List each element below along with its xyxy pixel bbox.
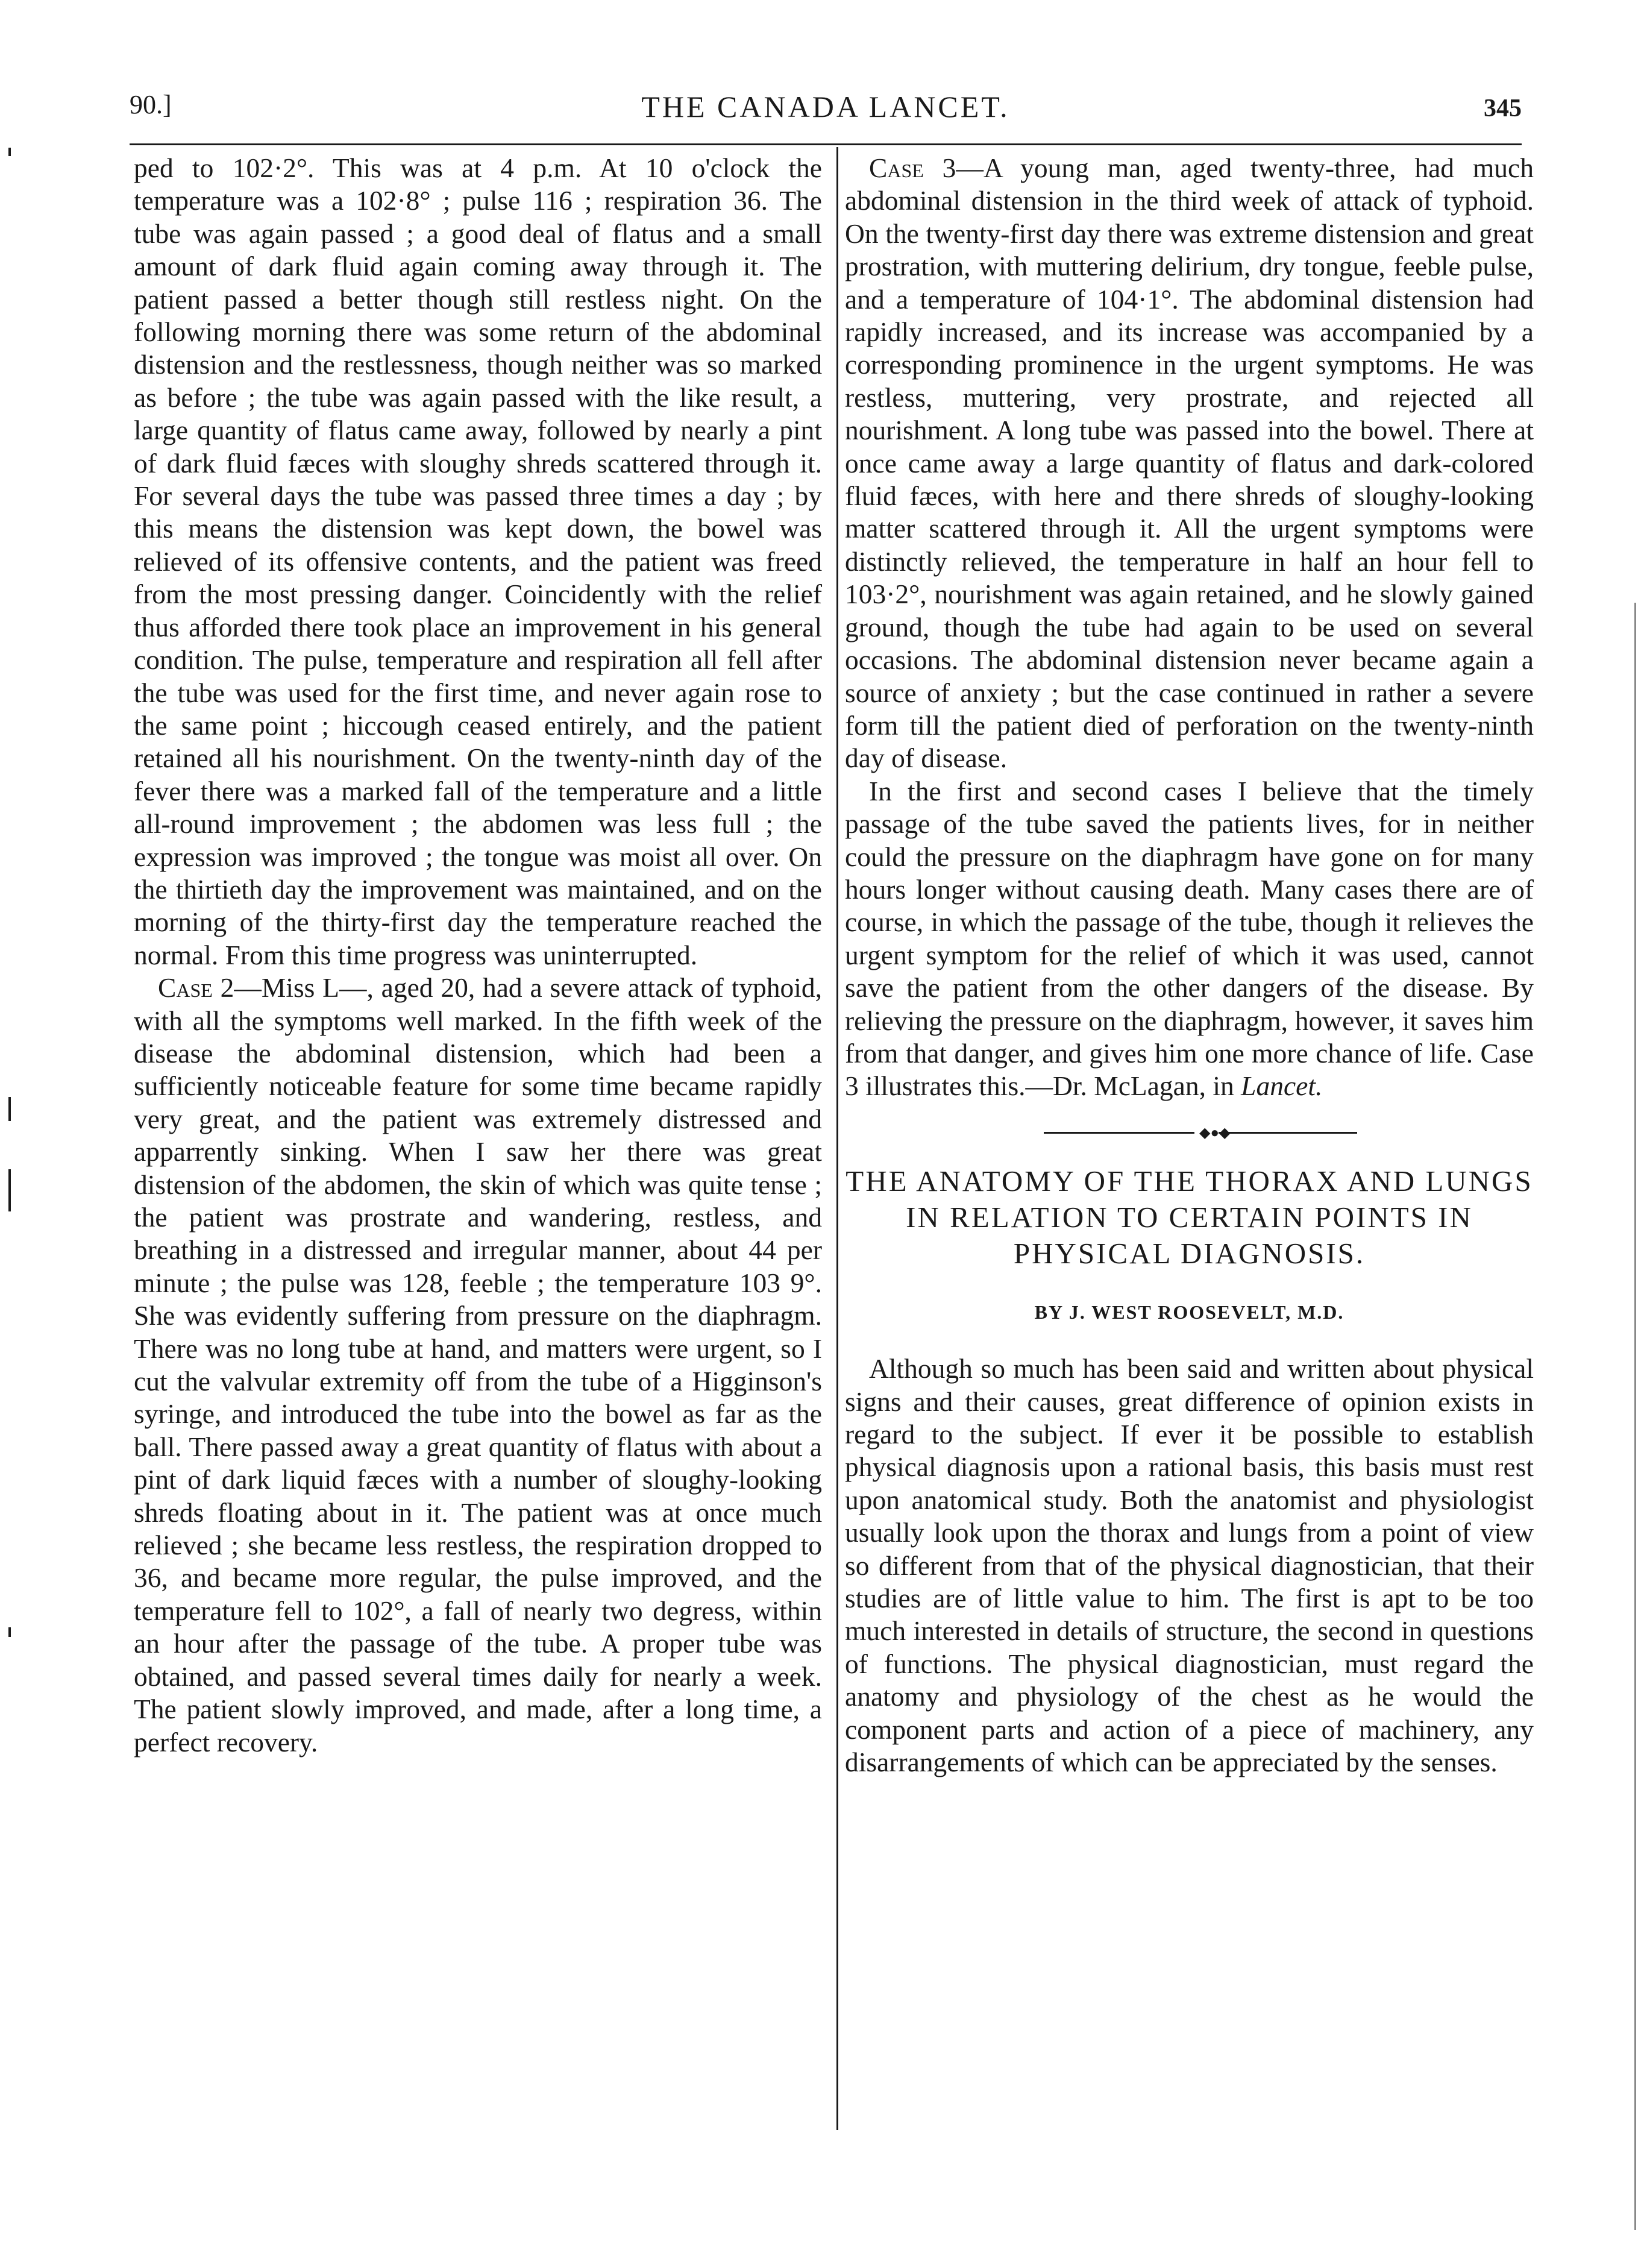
- margin-mark: [8, 1097, 11, 1121]
- margin-mark: [8, 1169, 11, 1211]
- header-rule: [130, 143, 1522, 145]
- volume-number: 90.]: [130, 90, 172, 119]
- paragraph-article-intro: Although so much has been said and written about physical signs and their causes, great difference of opinion exists in regard to the subject. If ever it be possible to establish physical diagnosis upon a rational basis, this basis must rest upon anatomical study. Both the anatomist and physiologist usually look upon the thorax and lungs from a point of view so different from that of the physical diagnostician, that their studies are of little value to him. The first is apt to be too much interested in details of structure, the second in questions of functions. The physical diagnostician, must regard the anatomy and physiology of the chest as he would the component parts and action of a piece of machinery, any disarrangements of which can be appreciated by the senses.: [845, 1353, 1534, 1778]
- section-ornament: ◆●◆: [845, 1115, 1534, 1151]
- article-title: THE ANATOMY OF THE THORAX AND LUNGS IN RELATION TO CERTAIN POINTS IN PHYSICAL DIAGNOSIS.: [846, 1164, 1533, 1270]
- right-column: [845, 152, 1534, 1779]
- conclusion-text: In the first and second cases I believe that the timely passage of the tube saved the patients lives, for in neither could the pressure on the diaphragm have gone on for many hours longer without causing death. Many cases there are of course, in which the passage of the tube, though it relieves the urgent symptom for the relief of which it was used, cannot save the patient from the other dangers of the disease. By relieving the pressure on the diaphragm, however, it saves him from that danger, and gives him one more chance of life. Case 3 illustrates this.—Dr. McLagan, in: [845, 775, 1534, 1102]
- margin-mark: [8, 1627, 11, 1637]
- left-column: [134, 152, 822, 1759]
- case-label: Case 2: [158, 972, 234, 1004]
- paragraph-case2: [134, 972, 822, 1759]
- page-edge-shadow: [1634, 603, 1636, 2230]
- paragraph-case3: [845, 152, 1534, 775]
- column-divider: [836, 147, 838, 2130]
- journal-title: THE CANADA LANCET.: [641, 90, 1010, 124]
- paragraph-conclusion: [845, 775, 1534, 1103]
- source-citation: Lancet.: [1241, 1070, 1323, 1102]
- page-number: 345: [1484, 95, 1522, 122]
- paragraph-case1-continued: ped to 102·2°. This was at 4 p.m. At 10 o'clock the temperature was a 102·8° ; pulse 116 ; respiration 36. The tube was again passed ; a good deal of flatus and a small amount of dark fluid again coming away through it. The patient passed a better though still restless night. On the following morning there was some return of the abdominal distension and the restlessness, though neither was so marked as before ; the tube was again passed with the like result, a large quantity of flatus came away, followed by nearly a pint of dark fluid fæces with sloughy shreds scattered through it. For several days the tube was passed three times a day ; by this means the distension was kept down, the bowel was relieved of its offensive contents, and the patient was freed from the most pressing danger. Coincidently with the relief thus afforded there took place an improvement in his general condition. The pulse, temperature and respiration all fell after the tube was used for the first time, and never again rose to the same point ; hiccough ceased entirely, and the patient retained all his nourishment. On the twenty-ninth day of the fever there was a marked fall of the temperature and a little all-round improvement ; the abdomen was less full ; the expression was improved ; the tongue was moist all over. On the thirtieth day the improvement was maintained, and on the morning of the thirty-first day the temperature reached the normal. From this time progress was uninterrupted.: [134, 152, 822, 970]
- case-label: Case 3: [869, 152, 956, 183]
- author-byline: BY J. WEST ROOSEVELT, M.D.: [1034, 1301, 1344, 1323]
- margin-mark: [8, 148, 11, 156]
- case-text: —Miss L—, aged 20, had a severe attack of typhoid, with all the symptoms well marked. In the fifth week of the disease the abdominal distension, which had been a sufficiently noticeable feature for some time became rapidly very great, and the patient was extremely distressed and apparrently sinking. When I saw her there was great distension of the abdomen, the skin of which was quite tense ; the patient was prostrate and wandering, restless, and breathing in a distressed and irregular manner, about 44 per minute ; the pulse was 128, feeble ; the temperature 103 9°. She was evidently suffering from pressure on the diaphragm. There was no long tube at hand, and matters were urgent, so I cut the valvular extremity off from the tube of a Higginson's syringe, and introduced the tube into the bowel as far as the ball. There passed away a great quantity of flatus with about a pint of dark liquid fæces with a number of sloughy-looking shreds floating about in it. The patient was at once much relieved ; she became less restless, the respiration dropped to 36, and became more regular, the pulse improved, and the temperature fell to 102°, a fall of nearly two degress, within an hour after the passage of the tube. A proper tube was obtained, and passed several times daily for nearly a week. The patient slowly improved, and made, after a long time, a perfect recovery.: [134, 972, 822, 1758]
- case-text: —A young man, aged twenty-three, had much abdominal distension in the third week of attack of typhoid. On the twenty-first day there was extreme distension and great prostration, with muttering delirium, dry tongue, feeble pulse, and a temperature of 104·1°. The abdominal distension had rapidly increased, and its increase was accompanied by a corresponding prominence in the urgent symptoms. He was restless, muttering, very prostrate, and rejected all nourishment. A long tube was passed into the bowel. There at once came away a large quantity of flatus and dark-colored fluid fæces, with here and there shreds of sloughy-looking matter scattered through it. All the urgent symptoms were distinctly relieved, the temperature in half an hour fell to 103·2°, nourishment was again retained, and he slowly gained ground, though the tube had again to be used on several occasions. The abdominal distension never became again a source of anxiety ; but the case continued in rather a severe form till the patient died of perforation on the twenty-ninth day of disease.: [845, 152, 1534, 774]
- running-header: [130, 89, 1522, 137]
